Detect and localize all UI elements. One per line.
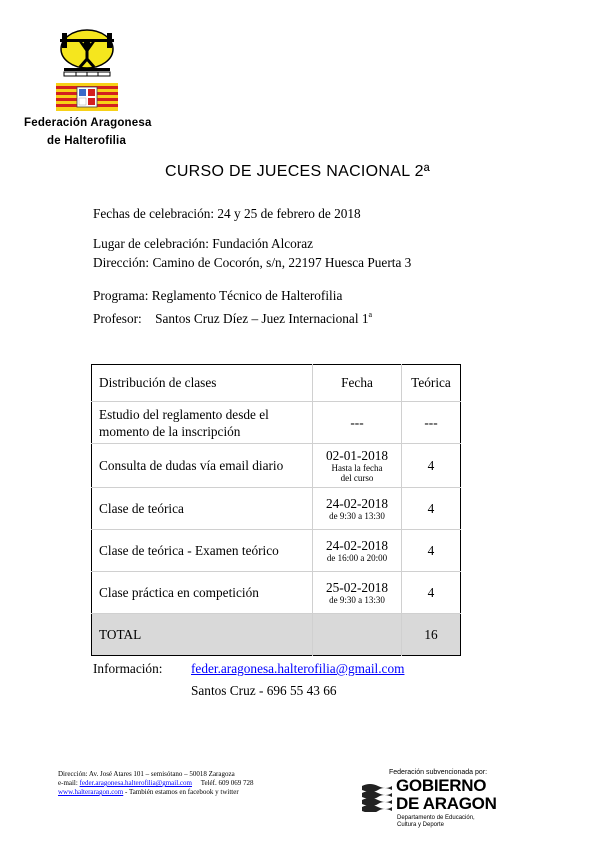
- table-row: [92, 402, 461, 444]
- gov-name-line1: GOBIERNO: [396, 776, 487, 795]
- row-teorica: 4: [402, 444, 461, 488]
- header-distribucion: Distribución de clases: [92, 365, 313, 402]
- class-schedule-table: [91, 364, 461, 656]
- row-teorica: 4: [402, 572, 461, 614]
- profesor-name: Santos Cruz Díez – Juez Internacional 1: [155, 311, 369, 326]
- org-name-line1: Federación Aragonesa: [24, 117, 152, 129]
- footer-email-line: [58, 779, 253, 787]
- row-clase: Clase de teórica - Examen teórico: [92, 530, 313, 572]
- table-row: [92, 572, 461, 614]
- gov-department-line1: Departamento de Educación,: [397, 815, 475, 821]
- row-fecha-cell: [313, 488, 402, 530]
- table-header-row: [92, 365, 461, 402]
- info-contact: Santos Cruz - 696 55 43 66: [191, 683, 337, 698]
- row-fecha: 25-02-2018: [325, 580, 389, 595]
- row-fecha: ---: [313, 402, 402, 444]
- footer-email-link[interactable]: feder.aragonesa.halterofilia@gmail.com: [79, 779, 192, 787]
- total-label: TOTAL: [92, 614, 313, 656]
- row-clase: Consulta de dudas vía email diario: [92, 444, 313, 488]
- row-clase: Clase práctica en competición: [92, 572, 313, 614]
- weightlifter-logo-icon: [56, 29, 118, 77]
- gov-name-line2: DE ARAGON: [396, 794, 497, 813]
- info-label: Información:: [93, 661, 163, 676]
- total-fecha-empty: [313, 614, 402, 656]
- row-fecha-sub: de 16:00 a 20:00: [326, 553, 388, 563]
- footer-web-line: [58, 788, 239, 796]
- row-fecha-cell: [313, 572, 402, 614]
- table-row: [92, 444, 461, 488]
- info-email-link[interactable]: feder.aragonesa.halterofilia@gmail.com: [191, 661, 405, 676]
- row-fecha-sub: de 9:30 a 13:30: [329, 595, 385, 605]
- profesor-name-sup: a: [368, 310, 373, 319]
- row-fecha-cell: [313, 444, 402, 488]
- row-fecha: 24-02-2018: [325, 538, 389, 553]
- org-name-line2: de Halterofilia: [47, 135, 127, 147]
- document-title: CURSO DE JUECES NACIONAL 2ª: [164, 163, 431, 180]
- row-fecha: 24-02-2018: [325, 496, 389, 511]
- lugar-celebracion: Lugar de celebración: Fundación Alcoraz: [93, 236, 314, 251]
- total-value: 16: [402, 614, 461, 656]
- row-fecha-sub: de 9:30 a 13:30: [329, 511, 385, 521]
- gov-department-line2: Cultura y Deporte: [397, 822, 445, 828]
- aragon-flag-icon: [56, 83, 118, 111]
- table-total-row: [92, 614, 461, 656]
- header-teorica: Teórica: [402, 365, 461, 402]
- profesor-label: Profesor:: [93, 311, 142, 326]
- header-fecha: Fecha: [313, 365, 402, 402]
- table-row: [92, 488, 461, 530]
- table-row: [92, 530, 461, 572]
- footer-address: Dirección: Av. José Atares 101 – semisótano – 50018 Zaragoza: [58, 770, 235, 778]
- row-teorica: 4: [402, 488, 461, 530]
- row-fecha-cell: [313, 530, 402, 572]
- footer-web-link[interactable]: www.halteraragon.com: [58, 788, 124, 796]
- row-teorica: ---: [402, 402, 461, 444]
- footer-phone: Teléf. 609 069 728: [200, 779, 254, 787]
- row-fecha: 02-01-2018: [325, 448, 389, 463]
- row-fecha-sub: Hasta la fecha del curso: [331, 463, 383, 483]
- programa: Programa: Reglamento Técnico de Halterofilia: [93, 288, 343, 303]
- fechas-celebracion: Fechas de celebración: 24 y 25 de febrero de 2018: [93, 206, 361, 221]
- footer-social: - También estamos en facebook y twitter: [125, 788, 239, 796]
- direccion: Dirección: Camino de Cocorón, s/n, 22197 Huesca Puerta 3: [93, 255, 412, 270]
- profesor: [93, 311, 372, 327]
- row-teorica: 4: [402, 530, 461, 572]
- gobierno-aragon-logo-icon: [360, 780, 392, 812]
- gov-subvencion-text: Federación subvencionada por:: [389, 769, 488, 776]
- row-clase: Estudio del reglamento desde el momento de la inscripción: [92, 402, 313, 444]
- row-clase: Clase de teórica: [92, 488, 313, 530]
- footer-email-label: e-mail:: [58, 779, 78, 787]
